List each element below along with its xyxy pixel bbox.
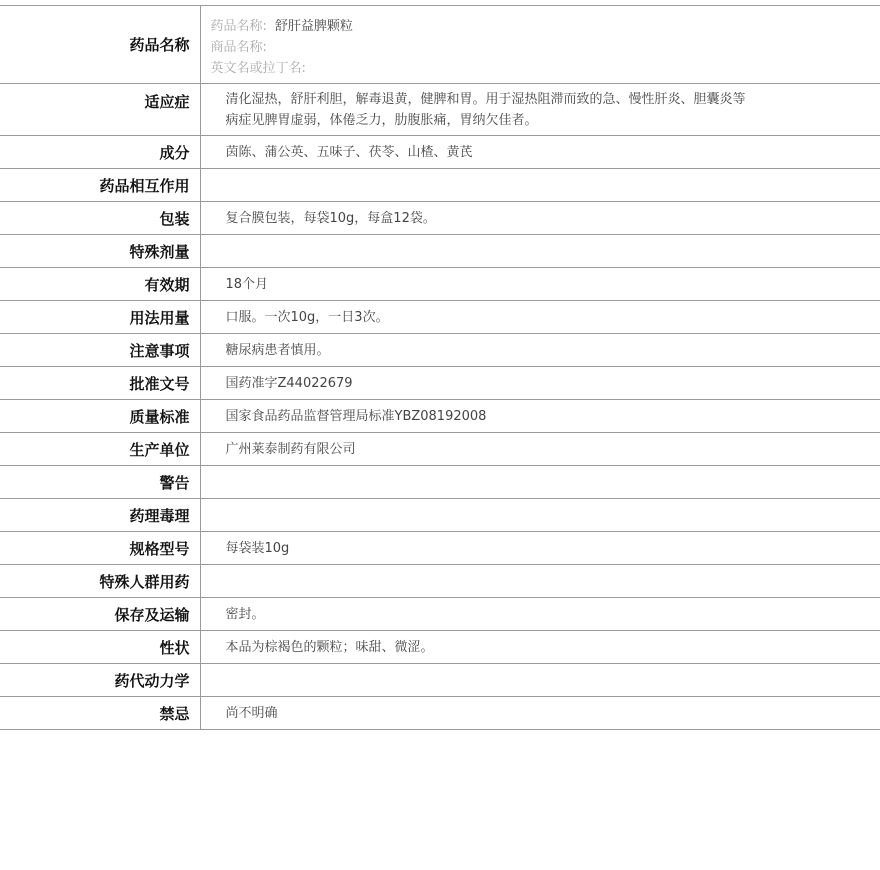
table-row [0,268,880,301]
row-value: 国家食品药品监督管理局标准YBZ08192008 [200,400,880,433]
row-label: 有效期 [0,268,200,301]
generic-name-line [211,16,880,37]
row-value: 国药准字Z44022679 [200,367,880,400]
row-label: 禁忌 [0,697,200,730]
table-row [0,202,880,235]
row-label: 成分 [0,136,200,169]
table-row [0,499,880,532]
row-value [200,169,880,202]
table-row [0,532,880,565]
english-name-line [211,58,880,79]
row-label: 保存及运输 [0,598,200,631]
row-label: 药品相互作用 [0,169,200,202]
indications-cell [200,84,880,136]
row-label: 用法用量 [0,301,200,334]
trade-name-line [211,37,880,58]
row-label: 警告 [0,466,200,499]
row-label: 药品名称 [0,6,200,84]
english-name-key: 英文名或拉丁名: [210,61,306,76]
row-label: 特殊人群用药 [0,565,200,598]
info-rows [0,136,880,730]
table-row-drug-name [0,6,880,84]
row-label: 质量标准 [0,400,200,433]
drug-name-cell [200,6,880,84]
row-label: 药代动力学 [0,664,200,697]
row-label: 特殊剂量 [0,235,200,268]
row-value: 茵陈、蒲公英、五味子、茯苓、山楂、黄芪 [200,136,880,169]
row-value: 糖尿病患者慎用。 [200,334,880,367]
row-value: 广州莱泰制药有限公司 [200,433,880,466]
row-label: 注意事项 [0,334,200,367]
table-row [0,367,880,400]
row-label: 药理毒理 [0,499,200,532]
table-row-indications [0,84,880,136]
row-value [200,499,880,532]
row-value: 复合膜包装，每袋10g，每盒12袋。 [200,202,880,235]
row-label: 适应症 [0,84,200,136]
indications-line-1: 清化湿热，舒肝利胆，解毒退黄，健脾和胃。用于湿热阻滞而致的急、慢性肝炎、胆囊炎等 [225,92,746,107]
row-value: 口服。一次10g，一日3次。 [200,301,880,334]
table-row [0,598,880,631]
indications-line-2: 病症见脾胃虚弱，体倦乏力，肋腹胀痛，胃纳欠佳者。 [225,113,538,128]
table-row [0,697,880,730]
row-value: 每袋装10g [200,532,880,565]
table-row [0,169,880,202]
generic-name-value: 舒肝益脾颗粒 [274,19,353,34]
row-value: 18个月 [200,268,880,301]
row-value: 尚不明确 [200,697,880,730]
row-value [200,235,880,268]
drug-info-table [0,5,880,730]
table-row [0,301,880,334]
row-label: 包装 [0,202,200,235]
table-row [0,235,880,268]
table-row [0,466,880,499]
generic-name-key: 药品名称: [210,19,267,34]
row-label: 生产单位 [0,433,200,466]
row-value: 密封。 [200,598,880,631]
row-label: 性状 [0,631,200,664]
table-row [0,565,880,598]
row-value [200,466,880,499]
row-value: 本品为棕褐色的颗粒；味甜、微涩。 [200,631,880,664]
table-row [0,631,880,664]
table-row [0,400,880,433]
row-value [200,565,880,598]
row-label: 批准文号 [0,367,200,400]
table-row [0,664,880,697]
table-row [0,334,880,367]
trade-name-key: 商品名称: [210,40,267,55]
row-value [200,664,880,697]
table-row [0,433,880,466]
row-label: 规格型号 [0,532,200,565]
table-row [0,136,880,169]
